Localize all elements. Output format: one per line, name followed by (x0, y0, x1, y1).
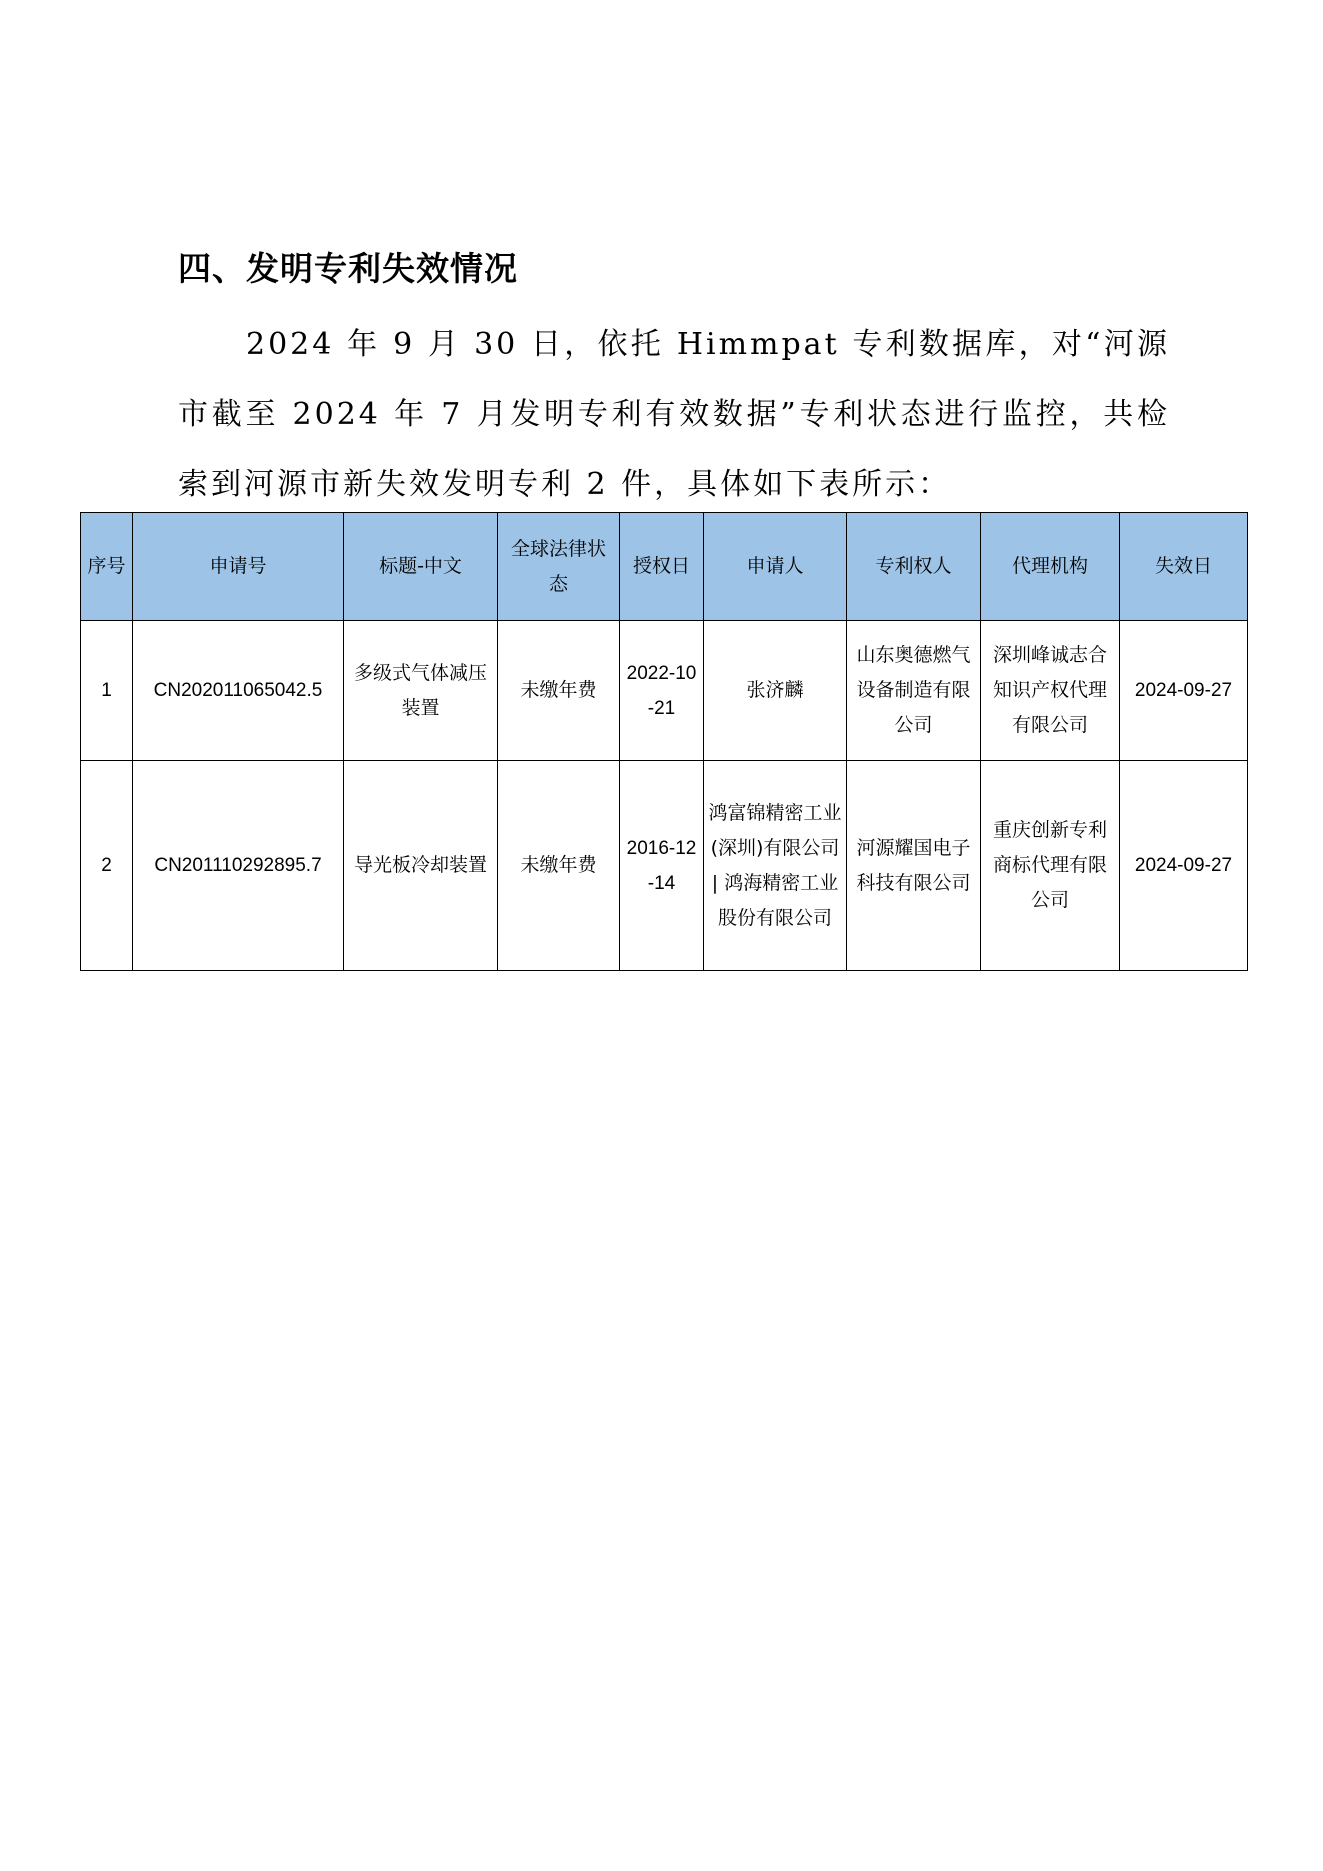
header-expiry-date: 失效日 (1120, 513, 1248, 621)
cell-legal-status: 未缴年费 (498, 761, 620, 971)
header-grant-date: 授权日 (620, 513, 704, 621)
cell-grant-date: 2022-10-21 (620, 621, 704, 761)
cell-application-number: CN202011065042.5 (133, 621, 344, 761)
section-heading: 四、发明专利失效情况 (178, 249, 518, 288)
cell-patentee: 河源耀国电子科技有限公司 (847, 761, 981, 971)
header-legal-status: 全球法律状态 (498, 513, 620, 621)
cell-applicant: 张济麟 (704, 621, 847, 761)
cell-title: 导光板冷却装置 (344, 761, 498, 971)
cell-index: 2 (81, 761, 133, 971)
cell-index: 1 (81, 621, 133, 761)
cell-applicant: 鸿富锦精密工业(深圳)有限公司 | 鸿海精密工业股份有限公司 (704, 761, 847, 971)
intro-paragraph: 2024 年 9 月 30 日，依托 Himmpat 专利数据库，对“河源市截至 2024 年 7 月发明专利有效数据”专利状态进行监控，共检索到河源市新失效发明专利 2 件，具体如下表所示： (178, 327, 1170, 502)
table-header-row (81, 513, 1248, 621)
cell-patentee: 山东奥德燃气设备制造有限公司 (847, 621, 981, 761)
table-row (81, 761, 1248, 971)
cell-agency: 重庆创新专利商标代理有限公司 (981, 761, 1120, 971)
header-applicant: 申请人 (704, 513, 847, 621)
cell-agency: 深圳峰诚志合知识产权代理有限公司 (981, 621, 1120, 761)
cell-grant-date: 2016-12-14 (620, 761, 704, 971)
header-index: 序号 (81, 513, 133, 621)
cell-legal-status: 未缴年费 (498, 621, 620, 761)
table-row (81, 621, 1248, 761)
header-title: 标题-中文 (344, 513, 498, 621)
cell-expiry-date: 2024-09-27 (1120, 621, 1248, 761)
header-application-number: 申请号 (133, 513, 344, 621)
header-agency: 代理机构 (981, 513, 1120, 621)
cell-application-number: CN201110292895.7 (133, 761, 344, 971)
expired-patents-table (80, 512, 1248, 971)
header-patentee: 专利权人 (847, 513, 981, 621)
cell-expiry-date: 2024-09-27 (1120, 761, 1248, 971)
cell-title: 多级式气体减压装置 (344, 621, 498, 761)
